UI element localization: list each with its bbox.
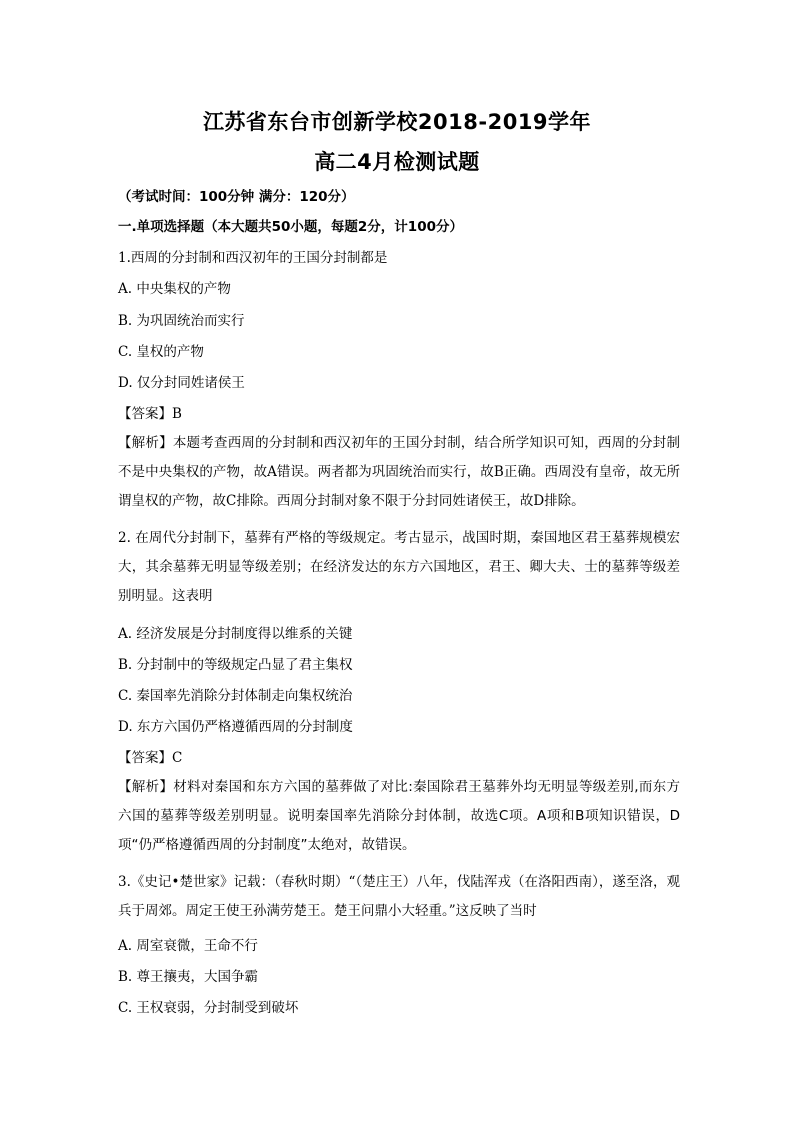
question-2-analysis: 【解析】材料对秦国和东方六国的墓葬做了对比:秦国除君王墓葬外均无明显等级差别,而东方六国的墓葬等级差别明显。说明秦国率先消除分封体制，故选C项。A项和B项知识错误，D项“仍严格遵循西周的分封制度”太绝对，故错误。 xyxy=(118,779,680,853)
section-heading: 一.单项选择题（本大题共50小题，每题2分，计100分） xyxy=(118,219,463,235)
question-2-option-a: A. 经济发展是分封制度得以维系的关键 xyxy=(118,626,353,642)
exam-info: （考试时间：100分钟 满分：120分） xyxy=(118,189,355,205)
question-1-option-c: C. 皇权的产物 xyxy=(118,344,204,360)
question-1-option-b: B. 为巩固统治而实行 xyxy=(118,313,245,329)
question-2-option-d: D. 东方六国仍严格遵循西周的分封制度 xyxy=(118,719,353,735)
document-title-line1: 江苏省东台市创新学校2018-2019学年 xyxy=(202,110,592,134)
question-1-option-a: A. 中央集权的产物 xyxy=(118,281,231,297)
document-title-line2: 高二4月检测试题 xyxy=(314,150,480,174)
question-2-option-b: B. 分封制中的等级规定凸显了君主集权 xyxy=(118,657,353,673)
question-3-option-b: B. 尊王攘夷，大国争霸 xyxy=(118,969,259,985)
question-2-answer: 【答案】C xyxy=(118,750,183,766)
question-2-stem: 2. 在周代分封制下，墓葬有严格的等级规定。考古显示，战国时期，秦国地区君王墓葬规模宏大，其余墓葬无明显等级差别；在经济发达的东方六国地区，君王、卿大夫、士的墓葬等级差别明显。这表明 xyxy=(118,530,680,604)
question-1-option-d: D. 仅分封同姓诸侯王 xyxy=(118,375,245,391)
question-1-analysis: 【解析】本题考查西周的分封制和西汉初年的王国分封制，结合所学知识可知，西周的分封制不是中央集权的产物，故A错误。两者都为巩固统治而实行，故B正确。西周没有皇帝，故无所谓皇权的产物，故C排除。西周分封制对象不限于分封同姓诸侯王，故D排除。 xyxy=(118,435,680,509)
question-3-option-a: A. 周室衰微，王命不行 xyxy=(118,938,258,954)
question-3-stem: 3.《史记•楚世家》记载：（春秋时期）“（楚庄王）八年，伐陆浑戎（在洛阳西南），遂至洛，观兵于周郊。周定王使王孙满劳楚王。楚王问鼎小大轻重。”这反映了当时 xyxy=(118,874,680,919)
question-1-answer: 【答案】B xyxy=(118,406,182,422)
question-1-stem: 1.西周的分封制和西汉初年的王国分封制都是 xyxy=(118,250,388,266)
question-3-option-c: C. 王权衰弱，分封制受到破坏 xyxy=(118,1000,299,1016)
question-2-option-c: C. 秦国率先消除分封体制走向集权统治 xyxy=(118,688,353,704)
